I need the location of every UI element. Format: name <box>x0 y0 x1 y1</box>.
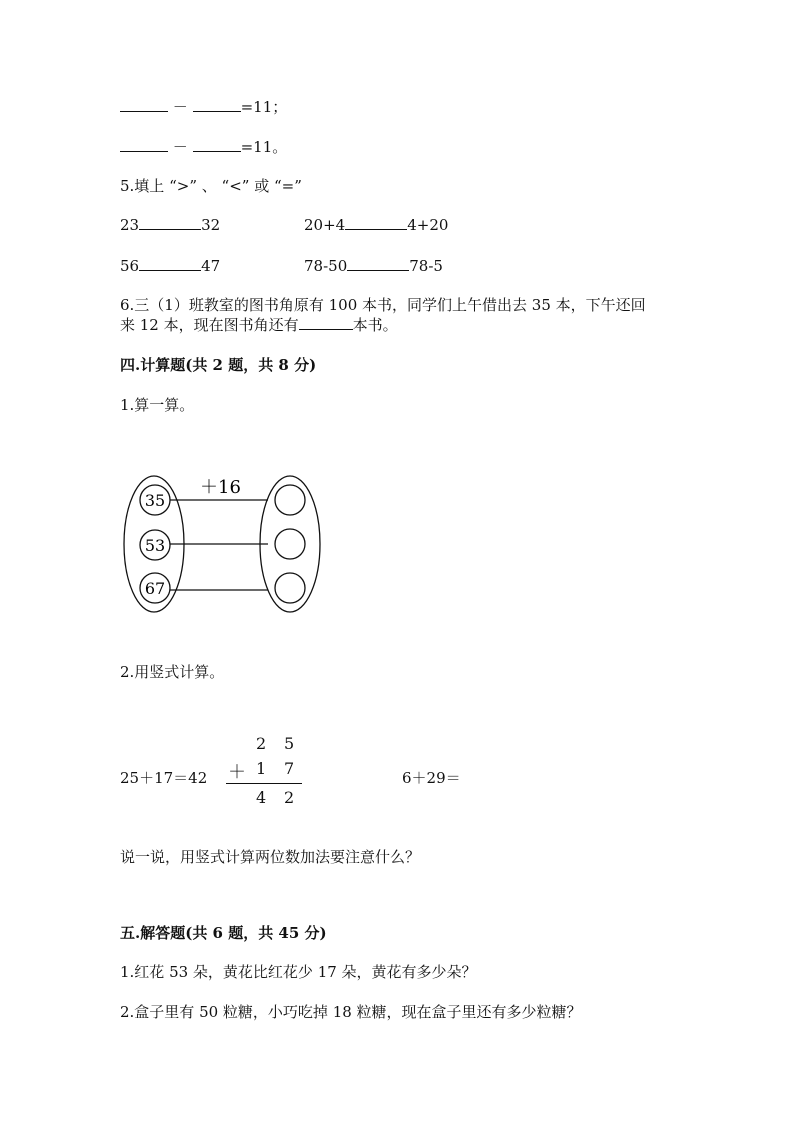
blank-equation-2 <box>120 137 287 157</box>
compare-left: 56 <box>120 257 140 275</box>
mapping-diagram <box>118 470 358 620</box>
output-answer-circle[interactable] <box>275 485 305 515</box>
compare-left: 78-50 <box>304 257 348 275</box>
compare-item-2 <box>304 215 448 235</box>
answer-blank[interactable] <box>193 137 241 152</box>
minus-sign: － <box>172 98 188 116</box>
equation-result: =11。 <box>240 138 288 156</box>
compare-blank[interactable] <box>139 215 201 230</box>
operation-label: ＋16 <box>200 477 241 498</box>
digit: 7 <box>284 759 295 778</box>
compare-item-3 <box>120 256 220 276</box>
compare-right: 32 <box>201 216 221 234</box>
blank-equation-1 <box>120 97 287 117</box>
sum-line <box>226 783 302 784</box>
compare-item-4 <box>304 256 443 276</box>
answer-blank[interactable] <box>120 137 168 152</box>
compare-left: 20+4 <box>304 216 346 234</box>
compare-right: 4+20 <box>407 216 449 234</box>
output-answer-circle[interactable] <box>275 529 305 559</box>
q6-line-2 <box>120 315 398 335</box>
compare-right: 78-5 <box>409 257 443 275</box>
output-answer-circle[interactable] <box>275 573 305 603</box>
answer-blank[interactable] <box>299 315 353 330</box>
equation-result: =11； <box>240 98 288 116</box>
digit: 4 <box>256 788 267 807</box>
q5-title: 5.填上 “>” 、 “<” 或 “=” <box>120 177 302 195</box>
input-value: 53 <box>144 536 166 555</box>
compare-blank[interactable] <box>345 215 407 230</box>
answer-blank[interactable] <box>193 97 241 112</box>
compare-item-1 <box>120 215 220 235</box>
q6-text: 来 12 本，现在图书角还有 <box>120 316 299 334</box>
minus-sign: － <box>172 138 188 156</box>
digit: 2 <box>284 788 295 807</box>
section-4-title: 四.计算题(共 2 题，共 8 分) <box>120 356 317 374</box>
section-4-q2-title: 2.用竖式计算。 <box>120 663 225 681</box>
exercise-equation: 6＋29＝ <box>402 769 461 787</box>
section-5-q1: 1.红花 53 朵，黄花比红花少 17 朵，黄花有多少朵？ <box>120 963 477 981</box>
digit: 2 <box>256 734 267 753</box>
input-value: 67 <box>144 579 166 598</box>
q6-line-1: 6.三（1）班教室的图书角原有 100 本书，同学们上午借出去 35 本，下午还回 <box>120 296 646 314</box>
section-5-title: 五.解答题(共 6 题，共 45 分) <box>120 924 327 942</box>
plus-sign: ＋ <box>228 762 246 783</box>
section-4-q1-title: 1.算一算。 <box>120 396 195 414</box>
compare-blank[interactable] <box>347 256 409 271</box>
section-5-q2: 2.盒子里有 50 粒糖，小巧吃掉 18 粒糖，现在盒子里还有多少粒糖？ <box>120 1003 582 1021</box>
compare-left: 23 <box>120 216 140 234</box>
digit: 5 <box>284 734 295 753</box>
vertical-calculation <box>226 732 306 812</box>
discussion-question: 说一说，用竖式计算两位数加法要注意什么？ <box>120 848 421 866</box>
answer-blank[interactable] <box>120 97 168 112</box>
example-equation: 25＋17＝42 <box>120 769 208 787</box>
compare-right: 47 <box>201 257 221 275</box>
compare-blank[interactable] <box>139 256 201 271</box>
input-value: 35 <box>144 491 166 510</box>
digit: 1 <box>256 759 267 778</box>
q6-text-end: 本书。 <box>352 316 398 334</box>
